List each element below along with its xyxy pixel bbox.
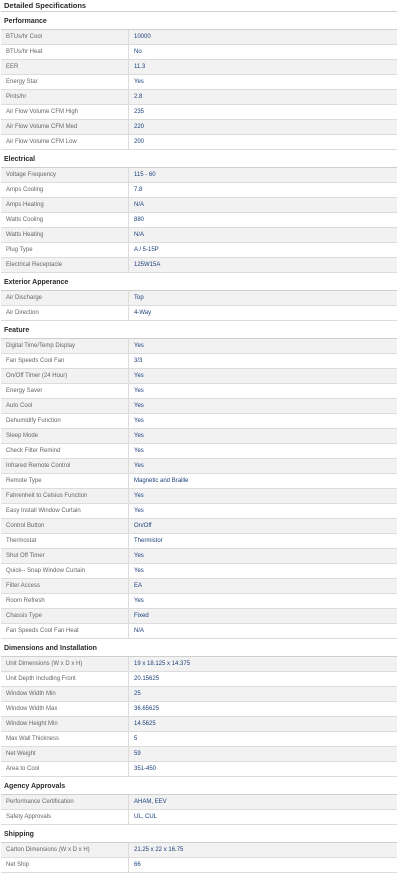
spec-value: 880 <box>129 213 398 228</box>
spec-table-exterior-apperance <box>1 291 397 321</box>
spec-label: Window Height Min <box>1 717 129 732</box>
spec-value: 10000 <box>129 30 398 45</box>
spec-row <box>1 762 397 777</box>
spec-row <box>1 183 397 198</box>
spec-label: Room Refresh <box>1 594 129 609</box>
spec-value: 36.65625 <box>129 702 398 717</box>
spec-value: Yes <box>129 369 398 384</box>
spec-row <box>1 75 397 90</box>
spec-label: Remote Type <box>1 474 129 489</box>
spec-value: On/Off <box>129 519 398 534</box>
spec-row <box>1 519 397 534</box>
spec-row <box>1 549 397 564</box>
section-header-performance: Performance <box>1 12 397 30</box>
spec-label: Chassis Type <box>1 609 129 624</box>
spec-value: 3/3 <box>129 354 398 369</box>
spec-row <box>1 291 397 306</box>
spec-label: Thermostat <box>1 534 129 549</box>
spec-value: Yes <box>129 459 398 474</box>
spec-label: Carton Dimensions (W x D x H) <box>1 843 129 858</box>
spec-value: Yes <box>129 504 398 519</box>
section-header-dimensions-and-installation: Dimensions and Installation <box>1 639 397 657</box>
spec-label: Amps Heating <box>1 198 129 213</box>
spec-label: Air Flow Volume CFM High <box>1 105 129 120</box>
spec-label: Voltage Frequency <box>1 168 129 183</box>
spec-row <box>1 339 397 354</box>
spec-value: UL, CUL <box>129 810 398 825</box>
spec-value: Thermistor <box>129 534 398 549</box>
spec-row <box>1 732 397 747</box>
spec-row <box>1 717 397 732</box>
spec-label: On/Off Timer (24 Hour) <box>1 369 129 384</box>
spec-label: Fan Speeds Cool Fan <box>1 354 129 369</box>
spec-row <box>1 258 397 273</box>
section-header-electrical: Electrical <box>1 150 397 168</box>
spec-label: Easy Install Window Curtain <box>1 504 129 519</box>
spec-value: Yes <box>129 429 398 444</box>
spec-value: 115 - 60 <box>129 168 398 183</box>
spec-label: EER <box>1 60 129 75</box>
spec-value: AHAM, EEV <box>129 795 398 810</box>
spec-value: Yes <box>129 339 398 354</box>
spec-row <box>1 228 397 243</box>
spec-value: 21.25 x 22 x 16.75 <box>129 843 398 858</box>
spec-value: Yes <box>129 489 398 504</box>
spec-label: Safety Approvals <box>1 810 129 825</box>
spec-value: 200 <box>129 135 398 150</box>
spec-row <box>1 354 397 369</box>
spec-value: N/A <box>129 624 398 639</box>
section-header-shipping: Shipping <box>1 825 397 843</box>
spec-label: Energy Saver <box>1 384 129 399</box>
spec-row <box>1 429 397 444</box>
spec-row <box>1 30 397 45</box>
spec-row <box>1 444 397 459</box>
spec-row <box>1 579 397 594</box>
spec-value: 235 <box>129 105 398 120</box>
spec-table-performance <box>1 30 397 150</box>
spec-label: Air Flow Volume CFM Low <box>1 135 129 150</box>
spec-value: 351-450 <box>129 762 398 777</box>
spec-table-electrical <box>1 168 397 273</box>
spec-value: 25 <box>129 687 398 702</box>
spec-row <box>1 414 397 429</box>
spec-label: Check Filter Remind <box>1 444 129 459</box>
spec-label: BTUs/hr Cool <box>1 30 129 45</box>
section-header-agency-approvals: Agency Approvals <box>1 777 397 795</box>
spec-row <box>1 504 397 519</box>
spec-row <box>1 657 397 672</box>
spec-value: 59 <box>129 747 398 762</box>
spec-table-shipping <box>1 843 397 873</box>
spec-value: 220 <box>129 120 398 135</box>
spec-row <box>1 795 397 810</box>
spec-row <box>1 120 397 135</box>
spec-row <box>1 60 397 75</box>
spec-value: 20.15625 <box>129 672 398 687</box>
spec-row <box>1 858 397 873</box>
spec-label: Net Ship <box>1 858 129 873</box>
spec-label: Max Wall Thickness <box>1 732 129 747</box>
spec-row <box>1 687 397 702</box>
spec-row <box>1 810 397 825</box>
spec-row <box>1 564 397 579</box>
spec-label: Air Direction <box>1 306 129 321</box>
spec-row <box>1 306 397 321</box>
spec-label: Air Discharge <box>1 291 129 306</box>
spec-row <box>1 489 397 504</box>
spec-label: Watts Cooling <box>1 213 129 228</box>
spec-label: Watts Heating <box>1 228 129 243</box>
spec-label: Fan Speeds Cool Fan Heat <box>1 624 129 639</box>
spec-value: 11.3 <box>129 60 398 75</box>
spec-value: Top <box>129 291 398 306</box>
spec-label: Window Width Min <box>1 687 129 702</box>
spec-value: Yes <box>129 549 398 564</box>
spec-value: 125W15A <box>129 258 398 273</box>
spec-value: Yes <box>129 444 398 459</box>
spec-value: 14.5625 <box>129 717 398 732</box>
spec-row <box>1 624 397 639</box>
spec-value: N/A <box>129 198 398 213</box>
spec-row <box>1 243 397 258</box>
spec-value: 2.8 <box>129 90 398 105</box>
page-title: Detailed Specifications <box>1 0 397 12</box>
spec-label: Filter Access <box>1 579 129 594</box>
spec-label: Air Flow Volume CFM Med <box>1 120 129 135</box>
spec-value: 5 <box>129 732 398 747</box>
spec-label: Pints/hr <box>1 90 129 105</box>
spec-row <box>1 369 397 384</box>
spec-row <box>1 843 397 858</box>
spec-label: Electrical Receptacle <box>1 258 129 273</box>
spec-row <box>1 105 397 120</box>
spec-label: Quick-- Snap Window Curtain <box>1 564 129 579</box>
spec-label: Unit Depth Including Front <box>1 672 129 687</box>
spec-value: 19 x 18.125 x 14.375 <box>129 657 398 672</box>
spec-value: 4-Way <box>129 306 398 321</box>
spec-row <box>1 384 397 399</box>
spec-label: Shut Off Timer <box>1 549 129 564</box>
spec-row <box>1 198 397 213</box>
spec-value: 7.8 <box>129 183 398 198</box>
spec-label: Fahrenheit to Celsius Function <box>1 489 129 504</box>
spec-value: Yes <box>129 594 398 609</box>
spec-row <box>1 399 397 414</box>
spec-value: N/A <box>129 228 398 243</box>
spec-row <box>1 213 397 228</box>
spec-row <box>1 45 397 60</box>
spec-label: Performance Certification <box>1 795 129 810</box>
section-feature <box>1 321 397 639</box>
spec-label: Area to Cool <box>1 762 129 777</box>
spec-label: Control Button <box>1 519 129 534</box>
section-shipping <box>1 825 397 873</box>
spec-sections <box>1 12 397 873</box>
spec-value: Yes <box>129 75 398 90</box>
spec-label: BTUs/hr Heat <box>1 45 129 60</box>
spec-row <box>1 609 397 624</box>
spec-label: Auto Cool <box>1 399 129 414</box>
spec-row <box>1 168 397 183</box>
section-performance <box>1 12 397 150</box>
spec-row <box>1 474 397 489</box>
spec-label: Plug Type <box>1 243 129 258</box>
spec-label: Infrared Remote Control <box>1 459 129 474</box>
spec-label: Net Weight <box>1 747 129 762</box>
spec-value: Magnetic and Braille <box>129 474 398 489</box>
section-header-feature: Feature <box>1 321 397 339</box>
spec-label: Sleep Mode <box>1 429 129 444</box>
spec-value: No <box>129 45 398 60</box>
spec-table-dimensions-and-installation <box>1 657 397 777</box>
spec-label: Window Width Max <box>1 702 129 717</box>
spec-row <box>1 672 397 687</box>
spec-value: Yes <box>129 384 398 399</box>
spec-table-feature <box>1 339 397 639</box>
spec-label: Dehumidify Function <box>1 414 129 429</box>
spec-row <box>1 534 397 549</box>
spec-value: Yes <box>129 414 398 429</box>
spec-label: Digital Time/Temp Display <box>1 339 129 354</box>
spec-value: 66 <box>129 858 398 873</box>
spec-row <box>1 594 397 609</box>
spec-value: Yes <box>129 399 398 414</box>
spec-value: Fixed <box>129 609 398 624</box>
section-dimensions-and-installation <box>1 639 397 777</box>
spec-value: A / 5-15P <box>129 243 398 258</box>
spec-table-agency-approvals <box>1 795 397 825</box>
spec-row <box>1 702 397 717</box>
section-electrical <box>1 150 397 273</box>
spec-row <box>1 135 397 150</box>
spec-row <box>1 459 397 474</box>
section-header-exterior-apperance: Exterior Apperance <box>1 273 397 291</box>
spec-label: Unit Dimensions (W x D x H) <box>1 657 129 672</box>
spec-label: Energy Star <box>1 75 129 90</box>
spec-value: Yes <box>129 564 398 579</box>
spec-label: Amps Cooling <box>1 183 129 198</box>
spec-row <box>1 747 397 762</box>
section-exterior-apperance <box>1 273 397 321</box>
spec-value: EA <box>129 579 398 594</box>
section-agency-approvals <box>1 777 397 825</box>
spec-row <box>1 90 397 105</box>
